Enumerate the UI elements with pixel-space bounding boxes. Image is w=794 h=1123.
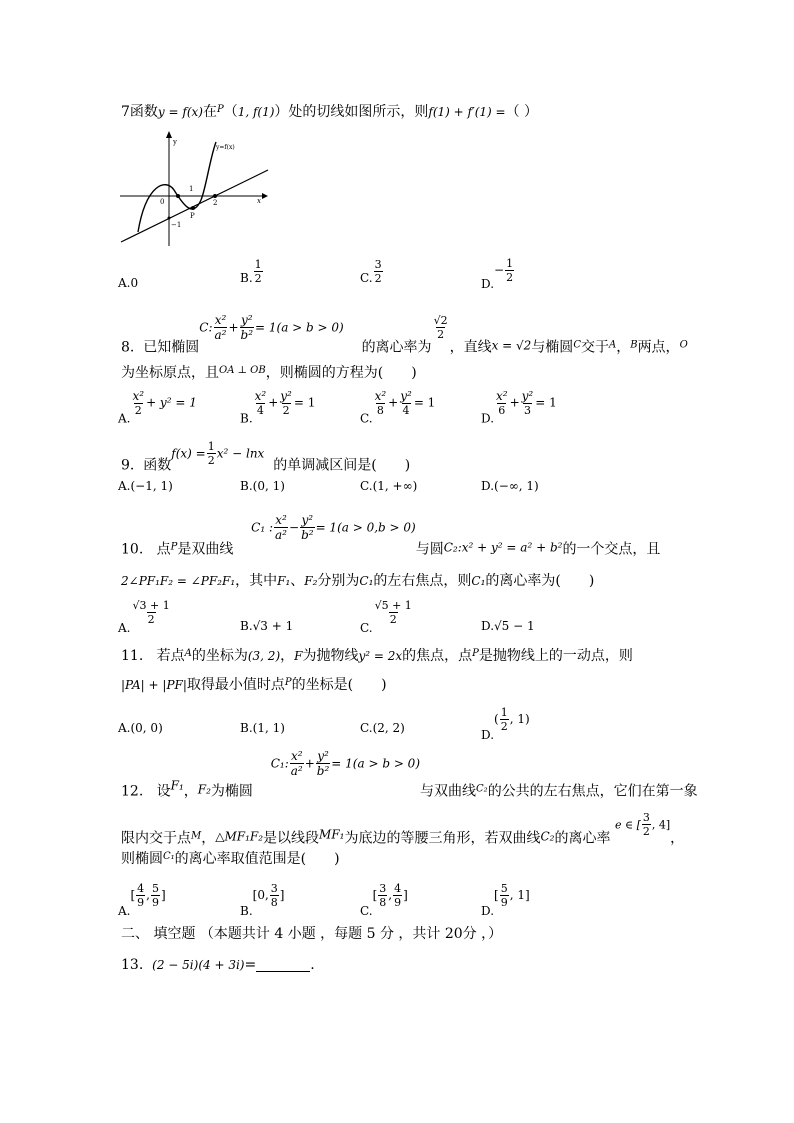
q8-option-c: C. $\frac{\text{x²}}{8}$ + $\frac{\text{y²}}{4}$ = 1 (360, 389, 436, 426)
q12-option-a: A.[ $\frac{4}{9}$ , $\frac{5}{9}$ ] (118, 882, 166, 919)
q9-option-a: A.(−1, 1) (118, 479, 173, 493)
tick-1-label: 1 (189, 185, 194, 193)
question-number: 11. (121, 648, 144, 664)
q9-option-b: B.(0, 1) (240, 479, 285, 493)
q10-option-c: C. $\frac{√5 + 1}{2}$ (360, 599, 412, 636)
tick-neg1-label: −1 (171, 221, 182, 229)
q11-option-d: D.( $\frac{1}{2}$ , 1) (481, 706, 530, 743)
q11-stem-2: |PA| + |PF|取得最小值时点$^P$的坐标是( ) (121, 677, 387, 693)
q10-option-d: D.√5 − 1 (481, 619, 535, 633)
answer-blank[interactable] (256, 959, 310, 972)
curve-label: y=f(x) (216, 144, 235, 151)
q9-option-c: C.(1, +∞) (360, 479, 418, 493)
q9-stem: 9. 函数f(x) = $\frac{1}{2}$ x² − lnx 的单调减区间是( ) (121, 440, 411, 474)
q8-stem: 8. 已知椭圆C: $\frac{\text{x²}}{\text{a²}}$ + $\frac{\text{y²}}{\text{b²}}$ = 1(a > b > 0) 的离心率为 $\frac{√2}{2}$ ，直线x = √2与椭圆$_C$交于$_A$，$_B$两点，$_O$ (121, 313, 688, 356)
q9-option-d: D.(−∞, 1) (481, 479, 539, 493)
section-heading: 二、 填空题 （本题共计 4 小题 ，每题 5 分 ，共计 20分 ，） (121, 926, 503, 942)
q12-stem: 12. 设F₁，F₂为椭圆 C₁: $\frac{\text{x²}}{\text{a²}}$ + $\frac{\text{y²}}{\text{b²}}$ = 1(a > b > 0)与双曲线$_{C_2}$的公共的左右焦点，它们在第一象 (121, 749, 698, 800)
curve-y-fx (138, 142, 216, 232)
point-p-label: P (190, 212, 195, 220)
origin-label: 0 (160, 198, 165, 206)
q12-option-c: C.[ $\frac{3}{8}$ , $\frac{4}{9}$ ] (360, 882, 408, 919)
question-number: 10. (121, 541, 144, 558)
q7-option-d: D.− $\frac{1}{2}$ (481, 257, 514, 292)
tick-2-label: 2 (213, 199, 218, 207)
q13-stem: 13. (2 − 5i)(4 + 3i)= . (121, 957, 315, 973)
q11-stem: 11. 若点$^A$的坐标为(3, 2)，F为抛物线y² = 2x的焦点，点$^P$是抛物线上的一动点，则 (121, 648, 633, 664)
question-number: 13. (121, 957, 144, 973)
q8-stem-2: 为坐标原点，且$^{OA \perp OB}$，则椭圆的方程为( ) (121, 365, 417, 381)
x-axis-arrow (262, 193, 268, 199)
question-number: 7 (121, 104, 130, 120)
x-axis-label: x (257, 197, 261, 205)
q7-graph (118, 128, 274, 248)
point-neg1 (168, 217, 171, 220)
q7-stem: 7函数y = f(x)在$^P$（1, f(1)）处的切线如图所示，则f(1) + f′(1) =（ ） (121, 104, 539, 120)
point-p (191, 206, 195, 210)
question-number: 9. (121, 457, 135, 474)
tick-point-1 (176, 194, 180, 198)
q12-option-b: B.[0, $\frac{3}{8}$ ] (240, 882, 285, 919)
q8-option-b: B. $\frac{\text{x²}}{4}$ + $\frac{\text{y²}}{2}$ = 1 (240, 389, 316, 426)
q10-stem: 10. 点$_P$是双曲线 C₁ : $\frac{\text{x²}}{\text{a²}}$ − $\frac{\text{y²}}{\text{b²}}$ = 1(a > 0,b > 0)与圆C₂:x² + y² = a² + b²的一个交点，且 (121, 513, 661, 558)
q7-option-b: B. $\frac{1}{2}$ (240, 258, 262, 285)
y-axis-arrow (166, 131, 172, 138)
tangent-line (121, 170, 268, 242)
q10-stem-2: 2∠PF₁F₂ = ∠PF₂F₁，其中F₁、F₂分别为C₁的左右焦点，则C₁的离心率为( ) (121, 573, 595, 589)
question-number: 8. (121, 339, 135, 356)
q12-stem-3: 则椭圆$^{C_1}$的离心率取值范围是( ) (121, 851, 340, 867)
q7-option-a: A.0 (118, 276, 139, 290)
q11-option-b: B.(1, 1) (240, 721, 285, 735)
q8-option-d: D. $\frac{\text{x²}}{6}$ + $\frac{\text{y²}}{3}$ = 1 (481, 389, 557, 426)
q8-option-a: A. $\frac{\text{x²}}{2}$ + y² = 1 (118, 389, 197, 426)
q10-option-a: A. $\frac{√3 + 1}{2}$ (118, 599, 170, 636)
y-axis-label: y (173, 138, 177, 146)
q10-option-b: B.√3 + 1 (240, 619, 294, 633)
q11-option-c: C.(2, 2) (360, 721, 405, 735)
q7-option-c: C. $\frac{3}{2}$ (360, 258, 382, 285)
tick-point-2 (213, 194, 217, 198)
q12-stem-2: 限内交于点$_M$，△MF₁F₂是以线段MF₁为底边的等腰三角形，若双曲线C₂的离心率 e ∈ [ $\frac{3}{2}$ , 4]， (121, 811, 685, 847)
question-number: 12. (121, 783, 144, 800)
q11-option-a: A.(0, 0) (118, 721, 163, 735)
q12-option-d: D.[ $\frac{5}{9}$ , 1] (481, 882, 530, 919)
